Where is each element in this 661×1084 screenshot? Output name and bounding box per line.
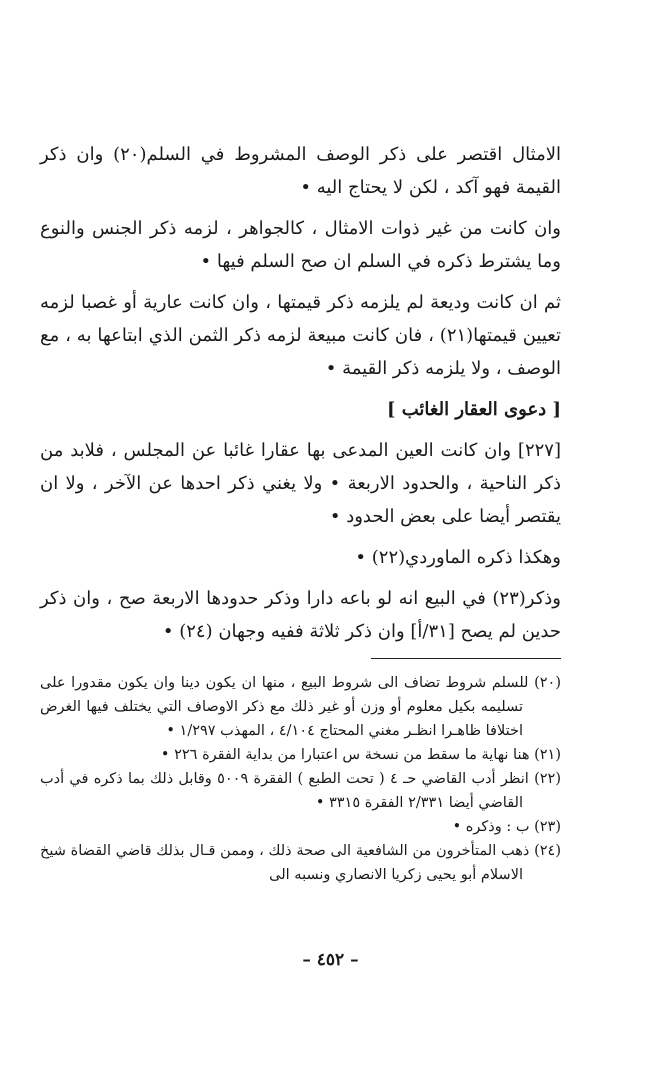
footnote: (٢٤) ذهب المتأخرون من الشافعية الى صحة ذلك ، وممن قـال بذلك قاضي القضاة شيخ الاسلام أبو يحيى زكريا الانصاري ونسبه الى (40, 843, 561, 883)
footnote: (٢٣) ب : وذكره • (452, 819, 561, 835)
page-number: – ٤٥٢ – (302, 950, 359, 970)
footnote: (٢٢) انظر أدب القاضي حـ ٤ ( تحت الطبع ) الفقرة ٥٠٠٩ وقابل ذلك بما ذكره في أدب القاضي أيضا ٢/٣٣١ الفقرة ٣٣١٥ • (40, 771, 561, 811)
paragraph: وذكر(٢٣) في البيع انه لو باعه دارا وذكر حدودها الاربعة صح ، وان ذكر حدين لم يصح [٣١/أ] وان ذكر ثلاثة ففيه وجهان (٢٤) • (40, 588, 561, 642)
paragraph: [٢٢٧] وان كانت العين المدعى بها عقارا غائبا عن المجلس ، فلابد من ذكر الناحية ، والحدود الاربعة • ولا يغني ذكر احدها عن الآخر ، ولا ان يقتصر أيضا على بعض الحدود • (40, 440, 561, 527)
paragraph: وهكذا ذكره الماوردي(٢٢) • (355, 547, 561, 568)
footnote: (٢٠) للسلم شروط تضاف الى شروط البيع ، منها ان يكون دينا وان يكون مقدورا على تسليمه بكيل معلوم أو وزن أو غير ذلك مع ذكر الاوصاف التي يختلف فيها الغرض اختلافا ظاهـرا انظـر مغني المحتاج ٤/١٠٤ ، المهذب ١/٢٩٧ • (40, 675, 561, 739)
paragraph: وان كانت من غير ذوات الامثال ، كالجواهر ، لزمه ذكر الجنس والنوع وما يشترط ذكره في السلم ان صح السلم فيها • (40, 218, 561, 272)
footnote-divider (371, 658, 561, 659)
footnote: (٢١) هنا نهاية ما سقط من نسخة س اعتبارا من بداية الفقرة ٢٢٦ • (160, 747, 561, 763)
main-text (40, 138, 561, 648)
paragraph: الامثال اقتصر على ذكر الوصف المشروط في السلم(٢٠) وان ذكر القيمة فهو آكد ، لكن لا يحتاج اليه • (40, 144, 561, 198)
section-heading: [ دعوى العقار الغائب ] (386, 399, 561, 420)
paragraph: ثم ان كانت وديعة لم يلزمه ذكر قيمتها ، وان كانت عارية أو غصبا لزمه تعيين قيمتها(٢١) ، فان كانت مبيعة لزمه ذكر الثمن الذي ابتاعها به ، مع الوصف ، ولا يلزمه ذكر القيمة • (40, 292, 561, 379)
footnotes (40, 671, 561, 887)
